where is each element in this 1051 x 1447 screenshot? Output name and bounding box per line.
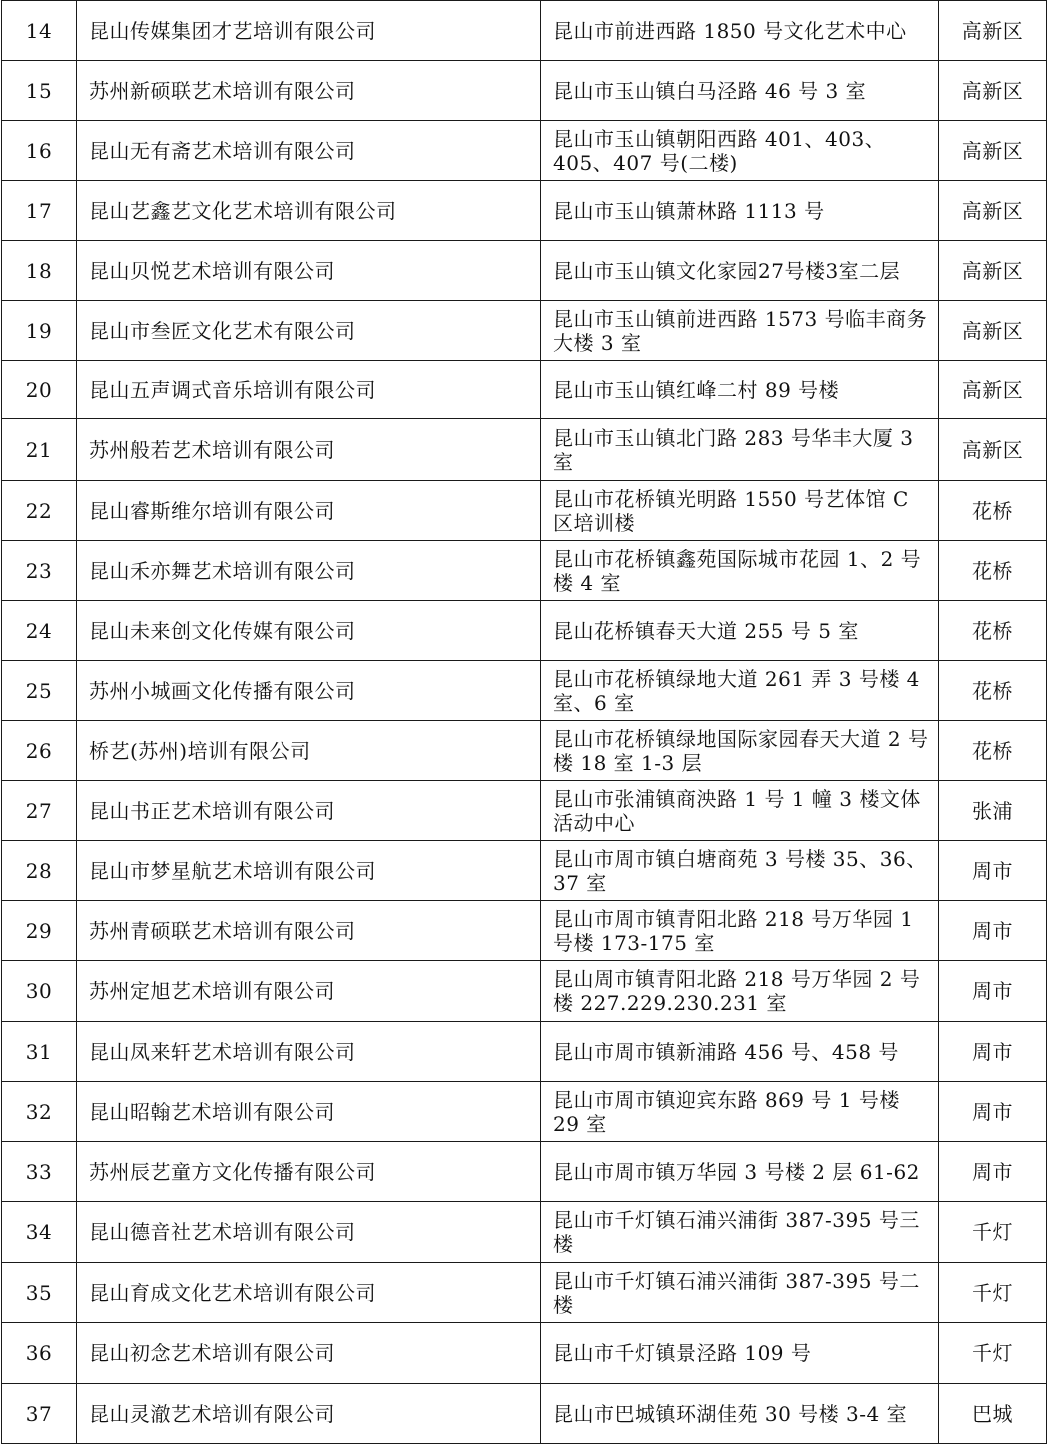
company-name: 昆山初念艺术培训有限公司	[77, 1323, 541, 1384]
company-address: 昆山市巴城镇环湖佳苑 30 号楼 3-4 室	[541, 1384, 939, 1444]
company-name: 昆山昭翰艺术培训有限公司	[77, 1082, 541, 1142]
table-row	[2, 961, 1047, 1022]
company-address: 昆山市花桥镇绿地国际家园春天大道 2 号楼 18 室 1-3 层	[541, 721, 939, 781]
row-number: 18	[2, 241, 77, 301]
company-address: 昆山市花桥镇绿地大道 261 弄 3 号楼 4 室、6 室	[541, 661, 939, 721]
table-body	[2, 1, 1047, 1444]
district: 高新区	[939, 301, 1047, 361]
company-address: 昆山市千灯镇景泾路 109 号	[541, 1323, 939, 1384]
table-row	[2, 781, 1047, 841]
district: 高新区	[939, 61, 1047, 121]
table-row	[2, 721, 1047, 781]
district: 高新区	[939, 181, 1047, 241]
company-name: 昆山睿斯维尔培训有限公司	[77, 481, 541, 541]
district: 巴城	[939, 1384, 1047, 1444]
table-row	[2, 1263, 1047, 1323]
row-number: 24	[2, 601, 77, 661]
row-number: 35	[2, 1263, 77, 1323]
table-row	[2, 901, 1047, 961]
company-name: 昆山无有斋艺术培训有限公司	[77, 121, 541, 181]
district: 高新区	[939, 241, 1047, 301]
company-address: 昆山市周市镇迎宾东路 869 号 1 号楼 29 室	[541, 1082, 939, 1142]
company-address: 昆山周市镇青阳北路 218 号万华园 2 号楼 227.229.230.231 室	[541, 961, 939, 1022]
district: 周市	[939, 1082, 1047, 1142]
table-row	[2, 1, 1047, 61]
table-row	[2, 1082, 1047, 1142]
district: 千灯	[939, 1263, 1047, 1323]
district: 花桥	[939, 601, 1047, 661]
district: 周市	[939, 1142, 1047, 1202]
company-name: 苏州定旭艺术培训有限公司	[77, 961, 541, 1022]
company-name: 昆山灵澈艺术培训有限公司	[77, 1384, 541, 1444]
row-number: 23	[2, 541, 77, 601]
table-row	[2, 61, 1047, 121]
table-row	[2, 661, 1047, 721]
company-address: 昆山市千灯镇石浦兴浦街 387-395 号二楼	[541, 1263, 939, 1323]
company-address: 昆山市千灯镇石浦兴浦街 387-395 号三楼	[541, 1202, 939, 1263]
district: 高新区	[939, 121, 1047, 181]
district: 高新区	[939, 361, 1047, 419]
row-number: 26	[2, 721, 77, 781]
row-number: 33	[2, 1142, 77, 1202]
table-row	[2, 1384, 1047, 1444]
company-address: 昆山市周市镇万华园 3 号楼 2 层 61-62	[541, 1142, 939, 1202]
company-address: 昆山市玉山镇文化家园27号楼3室二层	[541, 241, 939, 301]
table-row	[2, 1022, 1047, 1082]
company-address: 昆山市花桥镇鑫苑国际城市花园 1、2 号楼 4 室	[541, 541, 939, 601]
row-number: 22	[2, 481, 77, 541]
company-name: 昆山书正艺术培训有限公司	[77, 781, 541, 841]
company-name: 桥艺(苏州)培训有限公司	[77, 721, 541, 781]
district: 花桥	[939, 541, 1047, 601]
company-name: 昆山凤来轩艺术培训有限公司	[77, 1022, 541, 1082]
table-row	[2, 1202, 1047, 1263]
training-institution-table	[1, 0, 1047, 1444]
row-number: 29	[2, 901, 77, 961]
table-row	[2, 181, 1047, 241]
row-number: 34	[2, 1202, 77, 1263]
table-row	[2, 301, 1047, 361]
row-number: 19	[2, 301, 77, 361]
company-address: 昆山花桥镇春天大道 255 号 5 室	[541, 601, 939, 661]
row-number: 36	[2, 1323, 77, 1384]
district: 高新区	[939, 1, 1047, 61]
company-name: 昆山未来创文化传媒有限公司	[77, 601, 541, 661]
district: 周市	[939, 961, 1047, 1022]
row-number: 25	[2, 661, 77, 721]
district: 千灯	[939, 1202, 1047, 1263]
company-name: 昆山市叁匠文化艺术有限公司	[77, 301, 541, 361]
row-number: 32	[2, 1082, 77, 1142]
district: 周市	[939, 841, 1047, 901]
company-name: 昆山育成文化艺术培训有限公司	[77, 1263, 541, 1323]
company-name: 苏州小城画文化传播有限公司	[77, 661, 541, 721]
row-number: 15	[2, 61, 77, 121]
row-number: 21	[2, 419, 77, 481]
table-row	[2, 241, 1047, 301]
table-row	[2, 419, 1047, 481]
table-row	[2, 121, 1047, 181]
district: 周市	[939, 901, 1047, 961]
row-number: 30	[2, 961, 77, 1022]
company-name: 昆山五声调式音乐培训有限公司	[77, 361, 541, 419]
row-number: 31	[2, 1022, 77, 1082]
table-row	[2, 841, 1047, 901]
company-address: 昆山市玉山镇前进西路 1573 号临丰商务大楼 3 室	[541, 301, 939, 361]
company-name: 苏州般若艺术培训有限公司	[77, 419, 541, 481]
row-number: 17	[2, 181, 77, 241]
company-name: 昆山市梦星航艺术培训有限公司	[77, 841, 541, 901]
company-address: 昆山市玉山镇白马泾路 46 号 3 室	[541, 61, 939, 121]
company-address: 昆山市周市镇青阳北路 218 号万华园 1 号楼 173-175 室	[541, 901, 939, 961]
district: 花桥	[939, 481, 1047, 541]
district: 张浦	[939, 781, 1047, 841]
company-name: 昆山禾亦舞艺术培训有限公司	[77, 541, 541, 601]
table-row	[2, 1142, 1047, 1202]
company-name: 昆山艺鑫艺文化艺术培训有限公司	[77, 181, 541, 241]
row-number: 20	[2, 361, 77, 419]
company-address: 昆山市玉山镇北门路 283 号华丰大厦 3 室	[541, 419, 939, 481]
company-name: 苏州辰艺童方文化传播有限公司	[77, 1142, 541, 1202]
row-number: 28	[2, 841, 77, 901]
row-number: 16	[2, 121, 77, 181]
company-address: 昆山市周市镇白塘商苑 3 号楼 35、36、37 室	[541, 841, 939, 901]
district: 高新区	[939, 419, 1047, 481]
table-row	[2, 541, 1047, 601]
company-name: 苏州新硕联艺术培训有限公司	[77, 61, 541, 121]
district: 千灯	[939, 1323, 1047, 1384]
district: 周市	[939, 1022, 1047, 1082]
company-name: 苏州青硕联艺术培训有限公司	[77, 901, 541, 961]
company-address: 昆山市花桥镇光明路 1550 号艺体馆 C 区培训楼	[541, 481, 939, 541]
company-address: 昆山市玉山镇朝阳西路 401、403、405、407 号(二楼)	[541, 121, 939, 181]
row-number: 27	[2, 781, 77, 841]
row-number: 14	[2, 1, 77, 61]
table-row	[2, 1323, 1047, 1384]
company-address: 昆山市玉山镇红峰二村 89 号楼	[541, 361, 939, 419]
company-address: 昆山市前进西路 1850 号文化艺术中心	[541, 1, 939, 61]
company-name: 昆山传媒集团才艺培训有限公司	[77, 1, 541, 61]
row-number: 37	[2, 1384, 77, 1444]
company-address: 昆山市张浦镇商泱路 1 号 1 幢 3 楼文体活动中心	[541, 781, 939, 841]
company-name: 昆山贝悦艺术培训有限公司	[77, 241, 541, 301]
table-row	[2, 361, 1047, 419]
company-address: 昆山市周市镇新浦路 456 号、458 号	[541, 1022, 939, 1082]
table-row	[2, 601, 1047, 661]
district: 花桥	[939, 721, 1047, 781]
district: 花桥	[939, 661, 1047, 721]
company-name: 昆山德音社艺术培训有限公司	[77, 1202, 541, 1263]
company-address: 昆山市玉山镇萧林路 1113 号	[541, 181, 939, 241]
table-row	[2, 481, 1047, 541]
